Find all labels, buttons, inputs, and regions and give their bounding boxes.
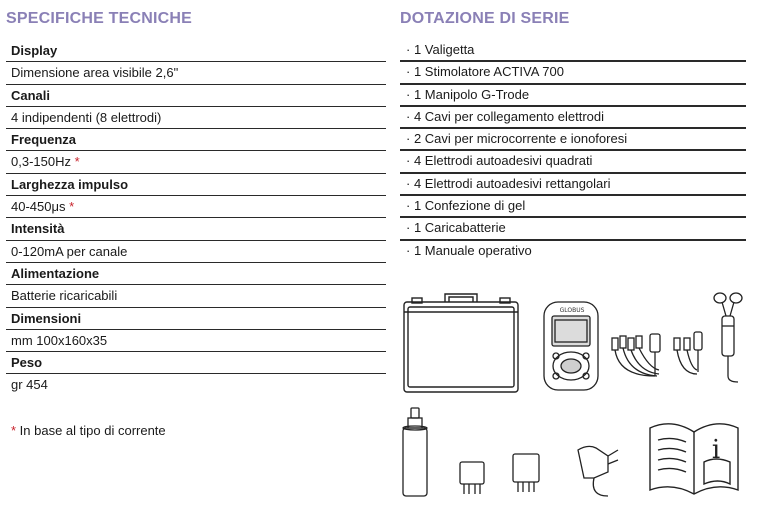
spec-value-alimentazione (6, 285, 386, 307)
kit-item: · 1 Valigetta (400, 40, 746, 62)
spec-value-display (6, 62, 386, 84)
spec-label-larghezza: Larghezza impulso (6, 174, 386, 196)
svg-text:GLOBUS: GLOBUS (559, 307, 585, 314)
kit-list (400, 40, 746, 263)
spec-label-peso: Peso (6, 352, 386, 374)
spec-value-peso (6, 374, 386, 396)
brand-label (552, 304, 592, 314)
spec-value-text: 40-450μs (11, 199, 66, 215)
briefcase-icon (400, 288, 522, 396)
kit-item: · 2 Cavi per microcorrente e ionoforesi (400, 129, 746, 151)
spec-value-text: 0-120mA per canale (11, 243, 128, 259)
kit-item: · 4 Elettrodi autoadesivi rettangolari (400, 174, 746, 196)
specs-title: SPECIFICHE TECNICHE (6, 10, 193, 27)
footnote-star: * (74, 154, 80, 170)
spec-value-text: 4 indipendenti (8 elettrodi) (11, 109, 162, 125)
electrode-icon (456, 458, 488, 498)
kit-item: · 1 Caricabatterie (400, 218, 746, 240)
spec-value-text: gr 454 (11, 377, 48, 393)
kit-item: · 1 Manipolo G-Trode (400, 85, 746, 107)
spec-label-alimentazione: Alimentazione (6, 263, 386, 285)
kit-item: · 4 Elettrodi autoadesivi quadrati (400, 151, 746, 173)
kit-item: · 4 Cavi per collegamento elettrodi (400, 107, 746, 129)
spec-value-larghezza (6, 196, 386, 218)
spec-value-text: Batterie ricaricabili (11, 288, 118, 304)
spec-label-intensita: Intensità (6, 218, 386, 240)
spec-value-intensita (6, 241, 386, 263)
spec-value-text: mm 100x160x35 (11, 332, 108, 348)
kit-item: · 1 Confezione di gel (400, 196, 746, 218)
kit-section (400, 0, 746, 263)
spec-value-text: Dimensione area visibile 2,6" (11, 65, 179, 81)
spec-value-dimensioni (6, 330, 386, 352)
specs-table (6, 40, 386, 397)
spec-label-dimensioni: Dimensioni (6, 308, 386, 330)
charger-icon (572, 430, 624, 498)
electrode-icon (510, 450, 542, 496)
footnote-star: * (69, 199, 75, 215)
kit-item: · 1 Stimolatore ACTIVA 700 (400, 62, 746, 84)
spec-label-frequenza: Frequenza (6, 129, 386, 151)
kit-title: DOTAZIONE DI SERIE (400, 10, 570, 27)
footnote-text: In base al tipo di corrente (16, 422, 166, 438)
spec-label-canali: Canali (6, 85, 386, 107)
kit-illustrations (400, 288, 750, 500)
spec-value-frequenza (6, 151, 386, 173)
manual-icon (646, 418, 742, 496)
spec-value-canali (6, 107, 386, 129)
footnote (6, 423, 386, 438)
specs-section (6, 0, 386, 438)
svg-text:i: i (711, 435, 721, 465)
spec-value-text: 0,3-150Hz (11, 154, 71, 170)
g-trode-icon (710, 290, 750, 384)
gel-bottle-icon (400, 406, 430, 498)
cables-icon (606, 326, 704, 394)
footnote-star: * (11, 422, 17, 438)
spec-label-display: Display (6, 40, 386, 62)
kit-item: · 1 Manuale operativo (406, 242, 532, 258)
